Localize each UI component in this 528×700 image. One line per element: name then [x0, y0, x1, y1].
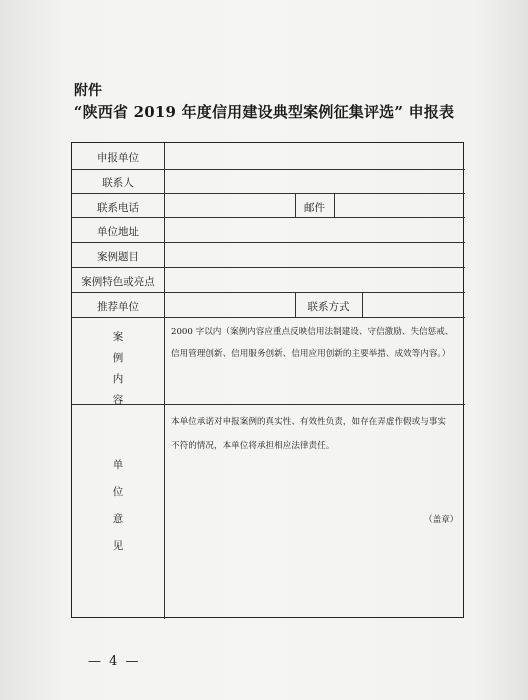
case-content-char: 案 [112, 331, 124, 343]
row-divider [72, 217, 465, 218]
row-divider [72, 193, 465, 194]
row-divider [72, 267, 465, 268]
opinion-char: 位 [112, 486, 124, 498]
column-divider [334, 193, 335, 217]
contact-method-label: 联系方式 [307, 301, 350, 313]
case-content-char: 容 [112, 394, 124, 406]
opinion-char: 意 [112, 513, 124, 525]
case-content-note: 信用管理创新、信用服务创新、信用应用创新的主要举措、成效等内容。） [171, 349, 451, 359]
contact-person-label: 联系人 [102, 177, 134, 189]
attachment-label: 附件 [74, 83, 102, 99]
column-divider [164, 143, 165, 619]
row-divider [72, 317, 465, 318]
case-content-char: 内 [112, 373, 124, 385]
application-form-table [71, 142, 464, 618]
row-divider [72, 169, 465, 170]
row-divider [72, 242, 465, 243]
case-content-note: 2000 字以内（案例内容应重点反映信用法制建设、守信激励、失信惩戒、 [171, 327, 454, 337]
opinion-char: 单 [112, 459, 124, 471]
row-divider [72, 292, 465, 293]
seal-label: （盖章） [424, 515, 459, 525]
case-content-char: 例 [112, 352, 124, 364]
form-title: “陕西省 2019 年度信用建设典型案例征集评选” 申报表 [73, 103, 455, 121]
email-label: 邮件 [304, 202, 325, 214]
commitment-note: 不符的情况，本单位将承担相应法律责任。 [171, 441, 335, 451]
highlights-label: 案例特色或亮点 [81, 276, 155, 288]
phone-label: 联系电话 [97, 202, 139, 214]
column-divider [362, 292, 363, 317]
opinion-char: 见 [112, 540, 124, 552]
case-title-label: 案例题目 [97, 251, 139, 263]
applicant-label: 申报单位 [97, 152, 139, 164]
recommender-label: 推荐单位 [97, 301, 139, 313]
page-number: — 4 — [88, 654, 141, 669]
commitment-note: 本单位承诺对申报案例的真实性、有效性负责，如存在弄虚作假或与事实 [171, 417, 447, 427]
address-label: 单位地址 [97, 226, 139, 238]
